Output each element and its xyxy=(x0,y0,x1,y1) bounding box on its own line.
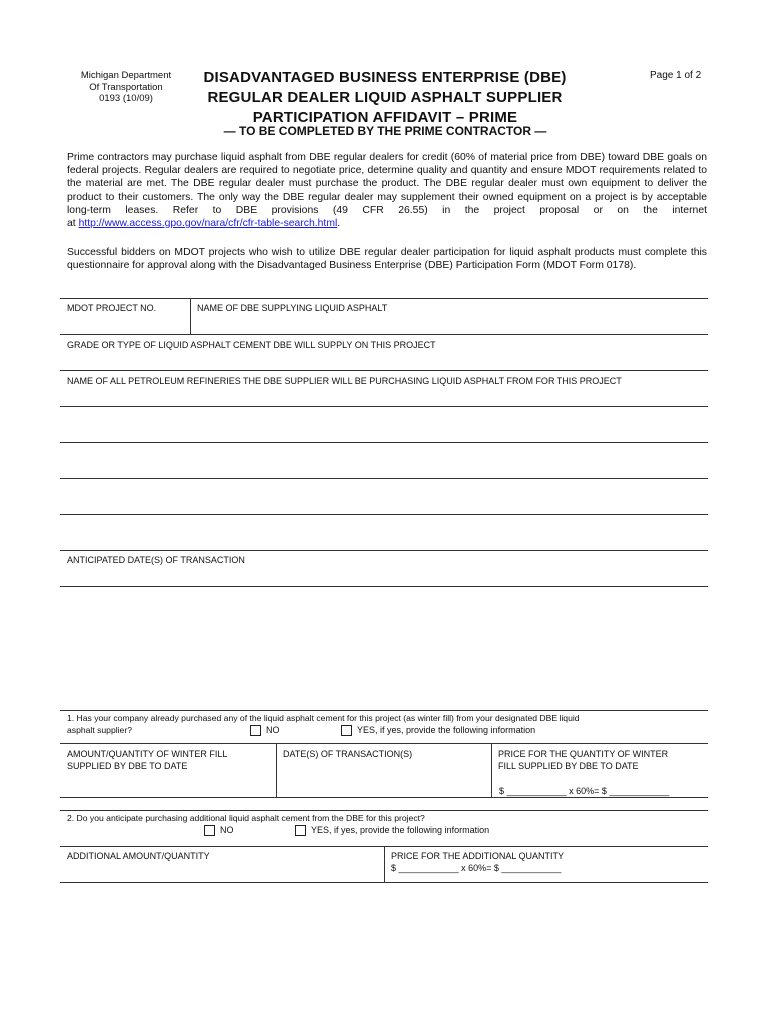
q2-yes-checkbox[interactable] xyxy=(295,825,306,836)
intro-text: Prime contractors may purchase liquid asphalt from DBE regular dealers for credit (60% of material price from DBE) toward DBE goals on federal projects. Regular dealers are required to negotiate price, determine quality and quantity and ensure MDOT requirements related to the material are met. The DBE regular dealer must purchase the product. The DBE regular dealer must own equipment to deliver the product to their customers. The only way the DBE regular dealer may supplement their owned equipment on a project is by acceptable long-term leases. Refer to DBE provisions (49 CFR 26.55) in the project proposal or on the internet at xyxy=(67,152,707,230)
dates-label: ANTICIPATED DATE(S) OF TRANSACTION xyxy=(67,555,245,565)
divider xyxy=(60,550,708,551)
form-subtitle: — TO BE COMPLETED BY THE PRIME CONTRACTOR — xyxy=(223,124,547,138)
divider xyxy=(60,334,708,335)
cfr-link[interactable]: http://www.access.gpo.gov/nara/cfr/cfr-table-search.html xyxy=(78,218,338,230)
form-title xyxy=(190,68,580,128)
question-1-text: 1. Has your company already purchased any of the liquid asphalt cement for this project (as winter fill) from your designated DBE liquid xyxy=(67,713,580,723)
dbe-name-label: NAME OF DBE SUPPLYING LIQUID ASPHALT xyxy=(197,303,388,313)
department-block xyxy=(70,70,182,105)
page-number: Page 1 of 2 xyxy=(650,70,702,81)
divider xyxy=(60,370,708,371)
grade-label: GRADE OR TYPE OF LIQUID ASPHALT CEMENT DBE WILL SUPPLY ON THIS PROJECT xyxy=(67,340,436,350)
divider xyxy=(276,743,277,797)
divider xyxy=(384,846,385,882)
divider xyxy=(60,710,708,711)
dept-line1: Michigan Department xyxy=(80,70,172,81)
dept-line2: Of Transportation xyxy=(89,81,163,93)
q1-price-calc[interactable]: $ ____________ x 60%= $ ____________ xyxy=(499,786,670,796)
q1-col3-line1: PRICE FOR THE QUANTITY OF WINTER xyxy=(498,749,669,759)
project-no-label: MDOT PROJECT NO. xyxy=(67,303,157,313)
q1-yes-checkbox[interactable] xyxy=(341,725,352,736)
q2-col1-label: ADDITIONAL AMOUNT/QUANTITY xyxy=(67,851,210,861)
title-line3: PARTICIPATION AFFIDAVIT – PRIME xyxy=(252,109,518,126)
q1-col3-line2: FILL SUPPLIED BY DBE TO DATE xyxy=(498,761,639,771)
divider xyxy=(60,298,708,299)
question-1-text-cont: asphalt supplier? xyxy=(67,725,132,735)
title-line2: REGULAR DEALER LIQUID ASPHALT SUPPLIER xyxy=(207,89,563,106)
q1-yes-label: YES, if yes, provide the following information xyxy=(357,725,536,735)
q2-col2-label: PRICE FOR THE ADDITIONAL QUANTITY xyxy=(391,851,565,861)
q1-col1-line1: AMOUNT/QUANTITY OF WINTER FILL xyxy=(67,749,228,759)
divider xyxy=(60,586,708,587)
divider xyxy=(60,882,708,883)
divider xyxy=(60,797,708,798)
instructions-paragraph: Successful bidders on MDOT projects who wish to utilize DBE regular dealer participation for liquid asphalt products must complete this questionnaire for approval along with the Disadvantaged Business Enterprise (DBE) Participation Form (MDOT Form 0178). xyxy=(67,247,707,272)
form-number: 0193 (10/09) xyxy=(99,93,153,104)
question-2-text: 2. Do you anticipate purchasing additional liquid asphalt cement from the DBE for this project? xyxy=(67,813,425,823)
refineries-label: NAME OF ALL PETROLEUM REFINERIES THE DBE SUPPLIER WILL BE PURCHASING LIQUID ASPHALT FROM FOR THIS PROJECT xyxy=(67,376,622,386)
q1-col1-line2: SUPPLIED BY DBE TO DATE xyxy=(67,761,188,771)
q1-col1-label xyxy=(67,748,227,772)
divider xyxy=(60,406,708,407)
q2-price-calc[interactable]: $ ____________ x 60%= $ ____________ xyxy=(391,863,562,873)
q2-no-checkbox[interactable] xyxy=(204,825,215,836)
q2-no-label: NO xyxy=(220,825,234,835)
divider xyxy=(190,298,191,334)
q1-col3-label xyxy=(498,748,668,772)
divider xyxy=(60,810,708,811)
divider xyxy=(60,442,708,443)
q1-no-label: NO xyxy=(266,725,280,735)
divider xyxy=(491,743,492,797)
divider xyxy=(60,478,708,479)
title-line1: DISADVANTAGED BUSINESS ENTERPRISE (DBE) xyxy=(203,69,567,86)
divider xyxy=(60,514,708,515)
intro-paragraph: Prime contractors may purchase liquid asphalt from DBE regular dealers for credit (60% of material price from DBE) toward DBE goals on federal projects. Regular dealers are required to negotiate price, determine quality and quantity and ensure MDOT requirements related to the material are met. The DBE regular dealer must purchase the product. The DBE regular dealer must own equipment to deliver the product to their customers. The only way the DBE regular dealer may supplement their owned equipment on a project is by acceptable long-term leases. Refer to DBE provisions (49 CFR 26.55) in the project proposal or on the internet at http://www.access.gpo.gov/nara/cfr/cfr-table-search.html. xyxy=(67,152,707,230)
q1-col2-label: DATE(S) OF TRANSACTION(S) xyxy=(283,749,413,759)
q2-yes-label: YES, if yes, provide the following information xyxy=(311,825,490,835)
divider xyxy=(60,743,708,744)
q1-no-checkbox[interactable] xyxy=(250,725,261,736)
